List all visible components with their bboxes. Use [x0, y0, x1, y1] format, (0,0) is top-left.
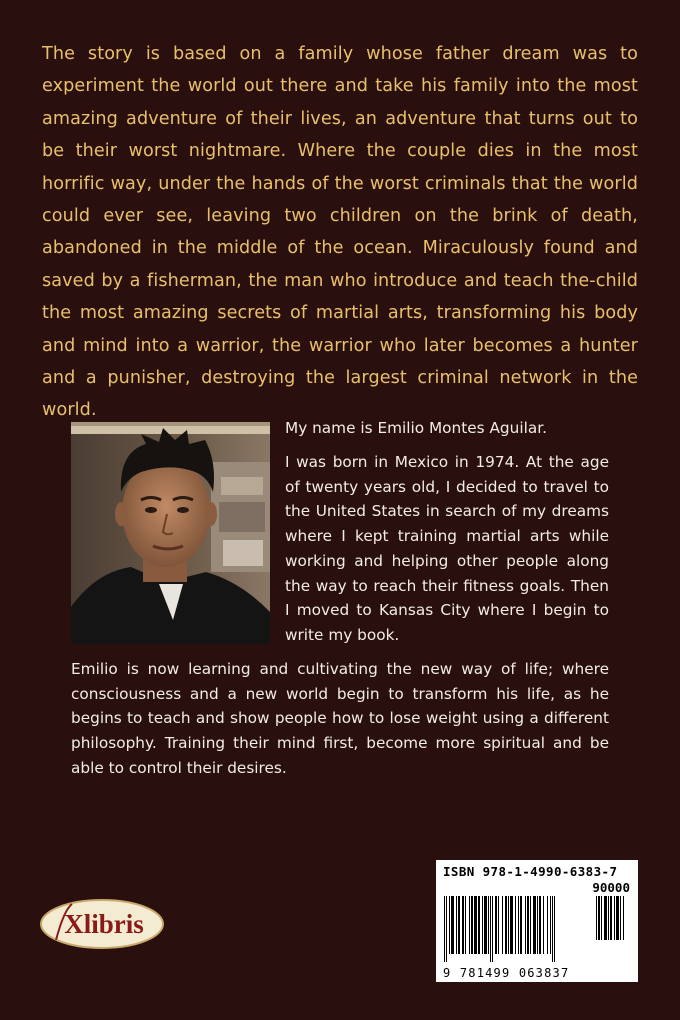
barcode-bar [550, 896, 551, 954]
price-code: 90000 [592, 880, 630, 895]
barcode-bar [495, 896, 497, 954]
barcode-bar [490, 896, 491, 962]
barcode-bar [614, 896, 615, 940]
barcode-bar [484, 896, 487, 954]
barcode-bar [508, 896, 509, 954]
barcode-bar [478, 896, 480, 954]
isbn-barcode [436, 860, 638, 982]
barcode-bar [601, 896, 602, 940]
barcode-bar [520, 896, 522, 954]
book-synopsis: The story is based on a family whose father dream was to experiment the world out there and take his family into the most amazing adventure of their lives, an adventure that turns out to be their worst nightmare. Where the couple dies in the most horrific way, under the hands of the worst criminals that the world could ever see, leaving two children on the brink of death, abandoned in the middle of the ocean. Miraculously found and saved by a fisherman, the man who introduce and teach the-child the most amazing secrets of martial arts, transforming his body and mind into a warrior, the warrior who later becomes a hunter and a punisher, destroying the largest criminal network in the world. [42, 44, 638, 421]
author-bio-paragraph-2: Emilio is now learning and cultivating the new way of life; where consciousness and a new world begin to transform his life, as he begins to teach and show people how to lose weight using a different philosophy. Training their mind first, become more spiritual and be able to control their desires. [71, 660, 609, 777]
barcode-bar [488, 896, 489, 954]
publisher-logo [38, 896, 166, 952]
barcode-bars [444, 896, 592, 962]
barcode-bar [502, 896, 503, 954]
author-bio-paragraph-1: I was born in Mexico in 1974. At the age of twenty years old, I decided to travel to the United States in search of my dreams where I kept training martial arts while working and helping other people along the way to reach their fitness goals. Then I moved to Kansas City where I begin to write my book. [285, 453, 609, 644]
barcode-bar [515, 896, 516, 954]
barcode-bar [610, 896, 612, 940]
barcode-bar [623, 896, 624, 940]
author-name-line: My name is Emilio Montes Aguilar. [285, 419, 547, 437]
barcode-bar [474, 896, 477, 954]
barcode-bar [537, 896, 538, 954]
barcode-bar [518, 896, 519, 954]
isbn-label: ISBN 978-1-4990-6383-7 [443, 864, 618, 879]
barcode-bar [471, 896, 473, 954]
barcode-bar [596, 896, 597, 940]
barcode-bar [510, 896, 513, 954]
barcode-bar [482, 896, 483, 954]
barcode-bar [458, 896, 460, 954]
barcode-digits: 9 781499 063837 [443, 966, 570, 980]
barcode-bar [469, 896, 470, 954]
barcode-bar [465, 896, 466, 954]
barcode-bar [620, 896, 621, 940]
barcode-bar [539, 896, 541, 954]
barcode-bar [598, 896, 600, 940]
barcode-bar [608, 896, 609, 940]
barcode-bar [505, 896, 507, 954]
barcode-bar [543, 896, 544, 954]
barcode-bar [530, 896, 531, 954]
barcode-bar [462, 896, 464, 954]
barcode-bar [446, 896, 447, 962]
barcode-bar [533, 896, 536, 954]
barcode-bar [456, 896, 457, 954]
barcode-bar [525, 896, 526, 954]
barcode-bar [616, 896, 619, 940]
author-photo [71, 422, 270, 644]
barcode-bar [554, 896, 555, 962]
barcode-bar [498, 896, 499, 954]
barcode-bar [492, 896, 493, 962]
barcode-bar [449, 896, 450, 954]
publisher-logo-text: Xlibris [64, 909, 144, 939]
barcode-bar [552, 896, 553, 962]
barcode-bar [444, 896, 445, 962]
barcode-bar [604, 896, 607, 940]
barcode-bar [451, 896, 454, 954]
barcode-bar [547, 896, 548, 954]
barcode-bar [527, 896, 529, 954]
price-barcode-bars [596, 896, 632, 948]
